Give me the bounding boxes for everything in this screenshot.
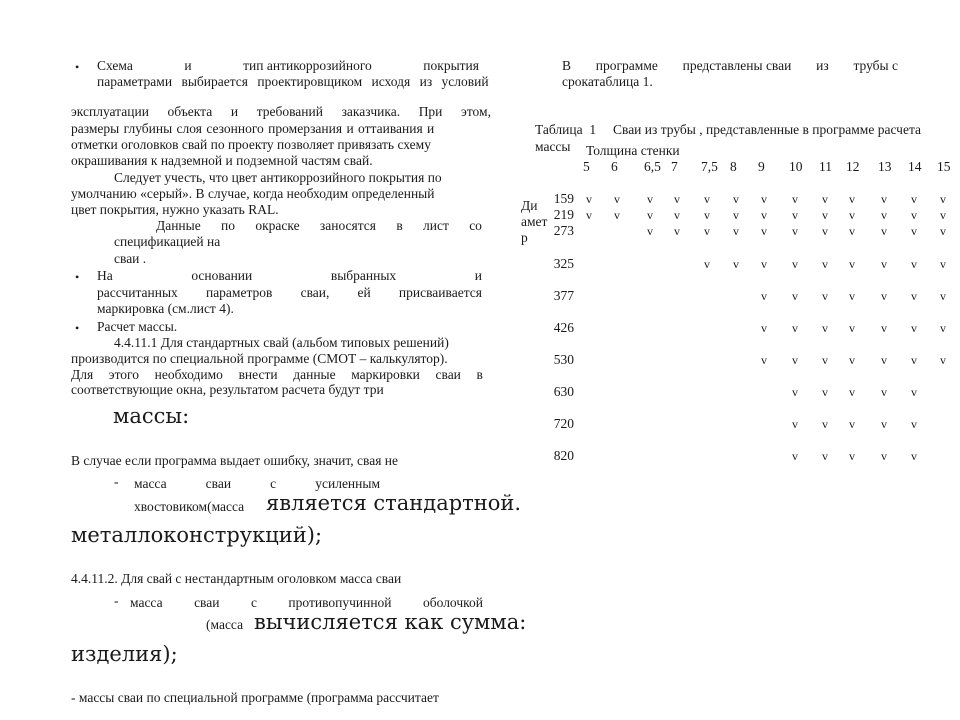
table-caption-cont: массы <box>535 139 571 154</box>
word: со <box>469 218 482 233</box>
word: по <box>221 218 236 233</box>
bullet2-line1 <box>97 268 482 284</box>
availability-mark: v <box>733 208 739 222</box>
word: При <box>418 104 443 119</box>
diameter-cell: 325 <box>553 256 574 271</box>
para7-text: - массы сваи по специальной программе (программа рассчитает <box>71 690 439 705</box>
heading-massy: массы: <box>113 404 190 428</box>
word: этого <box>108 367 139 382</box>
word: параметров <box>205 285 273 300</box>
word: и <box>230 104 239 119</box>
bullet1-line2: параметрами выбирается проектировщиком исходя из условий <box>97 74 489 89</box>
availability-mark: v <box>761 353 767 367</box>
availability-mark: v <box>733 257 739 271</box>
availability-mark: v <box>881 321 887 335</box>
word: заносятся <box>319 218 377 233</box>
para4-line1: 4.4.11.1 Для стандартных свай (альбом типовых решений) <box>114 335 449 350</box>
availability-mark: v <box>822 321 828 335</box>
availability-mark: v <box>881 449 887 463</box>
availability-mark: v <box>792 321 798 335</box>
word: и <box>184 58 192 73</box>
diameter-cell: 159 <box>553 191 574 206</box>
para3-line3: сваи . <box>114 251 147 266</box>
thickness-header-cell: 7 <box>671 159 678 174</box>
intro-line1 <box>562 58 898 74</box>
word: усиленным <box>315 476 380 491</box>
diameter-cell: 820 <box>553 448 574 463</box>
word: Для <box>71 367 94 382</box>
availability-mark: v <box>940 321 946 335</box>
diameter-cell: 273 <box>553 223 574 238</box>
availability-mark: v <box>674 224 680 238</box>
availability-mark: v <box>911 192 917 206</box>
availability-mark: v <box>822 385 828 399</box>
availability-mark: v <box>792 192 798 206</box>
availability-mark: v <box>881 192 887 206</box>
column-group-header: Толщина стенки <box>586 143 680 158</box>
para2-line1: Следует учесть, что цвет антикоррозийного покрытия по <box>114 170 442 185</box>
thickness-header-cell: 13 <box>878 159 892 174</box>
availability-mark: v <box>849 208 855 222</box>
para1-line2: размеры глубины слоя сезонного промерзания и оттаивания и <box>71 121 435 136</box>
word: трубы с <box>853 58 898 73</box>
availability-mark: v <box>704 224 710 238</box>
availability-mark: v <box>911 353 917 367</box>
word: в <box>396 218 403 233</box>
availability-mark: v <box>822 417 828 431</box>
row-header-part: амет <box>521 214 548 229</box>
availability-mark: v <box>586 208 592 222</box>
word: сваи <box>435 367 461 382</box>
bullet-marker: • <box>75 321 80 335</box>
dash1-line2-small: хвостовиком(масса <box>134 499 245 514</box>
word: оболочкой <box>423 595 483 610</box>
word: присваивается <box>398 285 482 300</box>
availability-mark: v <box>940 208 946 222</box>
availability-mark: v <box>647 208 653 222</box>
para6-text: 4.4.11.2. Для свай с нестандартным оголовком масса сваи <box>71 571 402 586</box>
bullet-marker: • <box>75 270 80 284</box>
availability-mark: v <box>822 224 828 238</box>
availability-mark: v <box>940 353 946 367</box>
heading-izdeliya: изделия); <box>71 642 178 666</box>
availability-mark: v <box>674 192 680 206</box>
availability-mark: v <box>792 289 798 303</box>
word: объекта <box>167 104 213 119</box>
availability-mark: v <box>881 257 887 271</box>
word: тип антикоррозийного <box>243 58 372 73</box>
word: заказчика. <box>341 104 401 119</box>
availability-mark: v <box>940 257 946 271</box>
diameter-cell: 720 <box>553 416 574 431</box>
availability-mark: v <box>704 257 710 271</box>
availability-mark: v <box>647 192 653 206</box>
heading-metallokonstruktsiy: металлоконструкций); <box>71 523 323 547</box>
thickness-header-cell: 9 <box>758 159 765 174</box>
bullet1-line1 <box>97 58 479 74</box>
bullet2-line3: маркировка (см.лист 4). <box>97 301 234 316</box>
word: рассчитанных <box>97 285 178 300</box>
para3-line2: спецификацией на <box>114 234 221 249</box>
availability-mark: v <box>881 353 887 367</box>
availability-mark: v <box>881 224 887 238</box>
thickness-header-cell: 12 <box>846 159 860 174</box>
dash2-line2-big: вычисляется как сумма: <box>254 610 527 634</box>
word: масса <box>134 476 167 491</box>
word: требований <box>256 104 323 119</box>
availability-mark: v <box>792 353 798 367</box>
thickness-header-cell: 11 <box>819 159 832 174</box>
availability-mark: v <box>911 224 917 238</box>
bullet3-text: Расчет массы. <box>97 319 178 334</box>
para1-line3: отметки оголовков свай по проекту позволяет привязать схему <box>71 137 431 152</box>
availability-mark: v <box>792 449 798 463</box>
availability-mark: v <box>792 224 798 238</box>
dash2-line1 <box>130 595 483 611</box>
word: покрытия <box>423 58 479 73</box>
availability-mark: v <box>822 289 828 303</box>
word: в <box>476 367 483 382</box>
thickness-header-cell: 14 <box>908 159 922 174</box>
para4-line2: производится по специальной программе (СМОТ – калькулятор). <box>71 351 448 366</box>
availability-mark: v <box>822 449 828 463</box>
para5-text: В случае если программа выдает ошибку, значит, свая не <box>71 453 398 468</box>
para3-line1 <box>156 218 482 234</box>
diameter-cell: 426 <box>553 320 574 335</box>
availability-mark: v <box>881 289 887 303</box>
word: с <box>250 595 257 610</box>
availability-mark: v <box>911 449 917 463</box>
availability-mark: v <box>761 321 767 335</box>
thickness-header-cell: 6,5 <box>644 159 661 174</box>
availability-mark: v <box>586 192 592 206</box>
availability-mark: v <box>849 224 855 238</box>
diameter-cell: 530 <box>553 352 574 367</box>
word: представлены сваи <box>682 58 792 73</box>
diameter-cell: 219 <box>553 207 574 222</box>
availability-mark: v <box>881 385 887 399</box>
word: необходимо <box>154 367 223 382</box>
availability-mark: v <box>614 192 620 206</box>
availability-mark: v <box>704 192 710 206</box>
word: лист <box>423 218 449 233</box>
thickness-header-cell: 10 <box>789 159 803 174</box>
availability-mark: v <box>822 192 828 206</box>
availability-mark: v <box>761 192 767 206</box>
availability-mark: v <box>849 192 855 206</box>
word: эксплуатации <box>71 104 149 119</box>
availability-mark: v <box>704 208 710 222</box>
word: основании <box>191 268 253 283</box>
availability-mark: v <box>849 257 855 271</box>
table-caption: Таблица 1 Сваи из трубы , представленные в программе расчета <box>535 122 922 137</box>
para1-line4: окрашивания к надземной и подземной частям свай. <box>71 153 373 168</box>
word: с <box>270 476 277 491</box>
availability-mark: v <box>849 449 855 463</box>
availability-mark: v <box>822 208 828 222</box>
availability-mark: v <box>911 321 917 335</box>
availability-mark: v <box>881 208 887 222</box>
availability-mark: v <box>761 289 767 303</box>
availability-mark: v <box>940 289 946 303</box>
availability-mark: v <box>733 224 739 238</box>
dash1-line1 <box>134 476 380 492</box>
word: маркировки <box>351 367 420 382</box>
availability-mark: v <box>822 353 828 367</box>
availability-mark: v <box>792 257 798 271</box>
para2-line2: умолчанию «серый». В случае, когда необходим определенный <box>71 186 435 201</box>
availability-mark: v <box>940 224 946 238</box>
diameter-cell: 630 <box>553 384 574 399</box>
word: Данные <box>156 218 201 233</box>
word: окраске <box>255 218 300 233</box>
word: из <box>816 58 829 73</box>
row-header-part: Ди <box>521 198 538 213</box>
dash-marker: - <box>114 593 119 608</box>
word: противопучинной <box>288 595 392 610</box>
word: На <box>97 268 113 283</box>
availability-mark: v <box>849 385 855 399</box>
para4-line4: соответствующие окна, результатом расчета будут три <box>71 382 384 397</box>
word: выбранных <box>330 268 397 283</box>
availability-mark: v <box>792 208 798 222</box>
availability-mark: v <box>849 417 855 431</box>
word: сваи, <box>300 285 330 300</box>
word: Схема <box>97 58 133 73</box>
word: внести <box>238 367 278 382</box>
availability-mark: v <box>849 289 855 303</box>
thickness-header-cell: 6 <box>611 159 618 174</box>
availability-mark: v <box>674 208 680 222</box>
diameter-cell: 377 <box>553 288 574 303</box>
thickness-header-cell: 15 <box>937 159 951 174</box>
para2-line3: цвет покрытия, нужно указать RAL. <box>71 202 279 217</box>
availability-mark: v <box>614 208 620 222</box>
availability-mark: v <box>647 224 653 238</box>
thickness-header-cell: 7,5 <box>701 159 718 174</box>
bullet2-line2 <box>97 285 482 301</box>
availability-mark: v <box>761 224 767 238</box>
availability-mark: v <box>881 417 887 431</box>
word: программе <box>595 58 658 73</box>
availability-mark: v <box>792 385 798 399</box>
availability-mark: v <box>733 192 739 206</box>
word: ей <box>357 285 371 300</box>
thickness-header-cell: 8 <box>730 159 737 174</box>
word: данные <box>293 367 336 382</box>
availability-mark: v <box>911 208 917 222</box>
availability-mark: v <box>761 257 767 271</box>
availability-mark: v <box>792 417 798 431</box>
availability-mark: v <box>761 208 767 222</box>
word: сваи <box>194 595 220 610</box>
dash1-line2-big: является стандартной. <box>266 491 522 515</box>
word: В <box>562 58 572 73</box>
dash-marker: - <box>114 474 119 489</box>
word: этом, <box>461 104 491 119</box>
availability-mark: v <box>849 321 855 335</box>
intro-line2: срокатаблица 1. <box>562 74 653 89</box>
availability-mark: v <box>911 289 917 303</box>
row-header-part: р <box>521 230 528 245</box>
word: сваи <box>205 476 232 491</box>
availability-mark: v <box>822 257 828 271</box>
para1-line1 <box>71 104 491 120</box>
availability-mark: v <box>940 192 946 206</box>
thickness-header-cell: 5 <box>583 159 590 174</box>
availability-mark: v <box>849 353 855 367</box>
availability-mark: v <box>911 257 917 271</box>
word: и <box>474 268 482 283</box>
bullet-marker: • <box>75 60 80 74</box>
para4-line3 <box>71 367 483 383</box>
availability-mark: v <box>911 417 917 431</box>
availability-mark: v <box>911 385 917 399</box>
word: масса <box>130 595 163 610</box>
dash2-line2-small: (масса <box>206 617 244 632</box>
